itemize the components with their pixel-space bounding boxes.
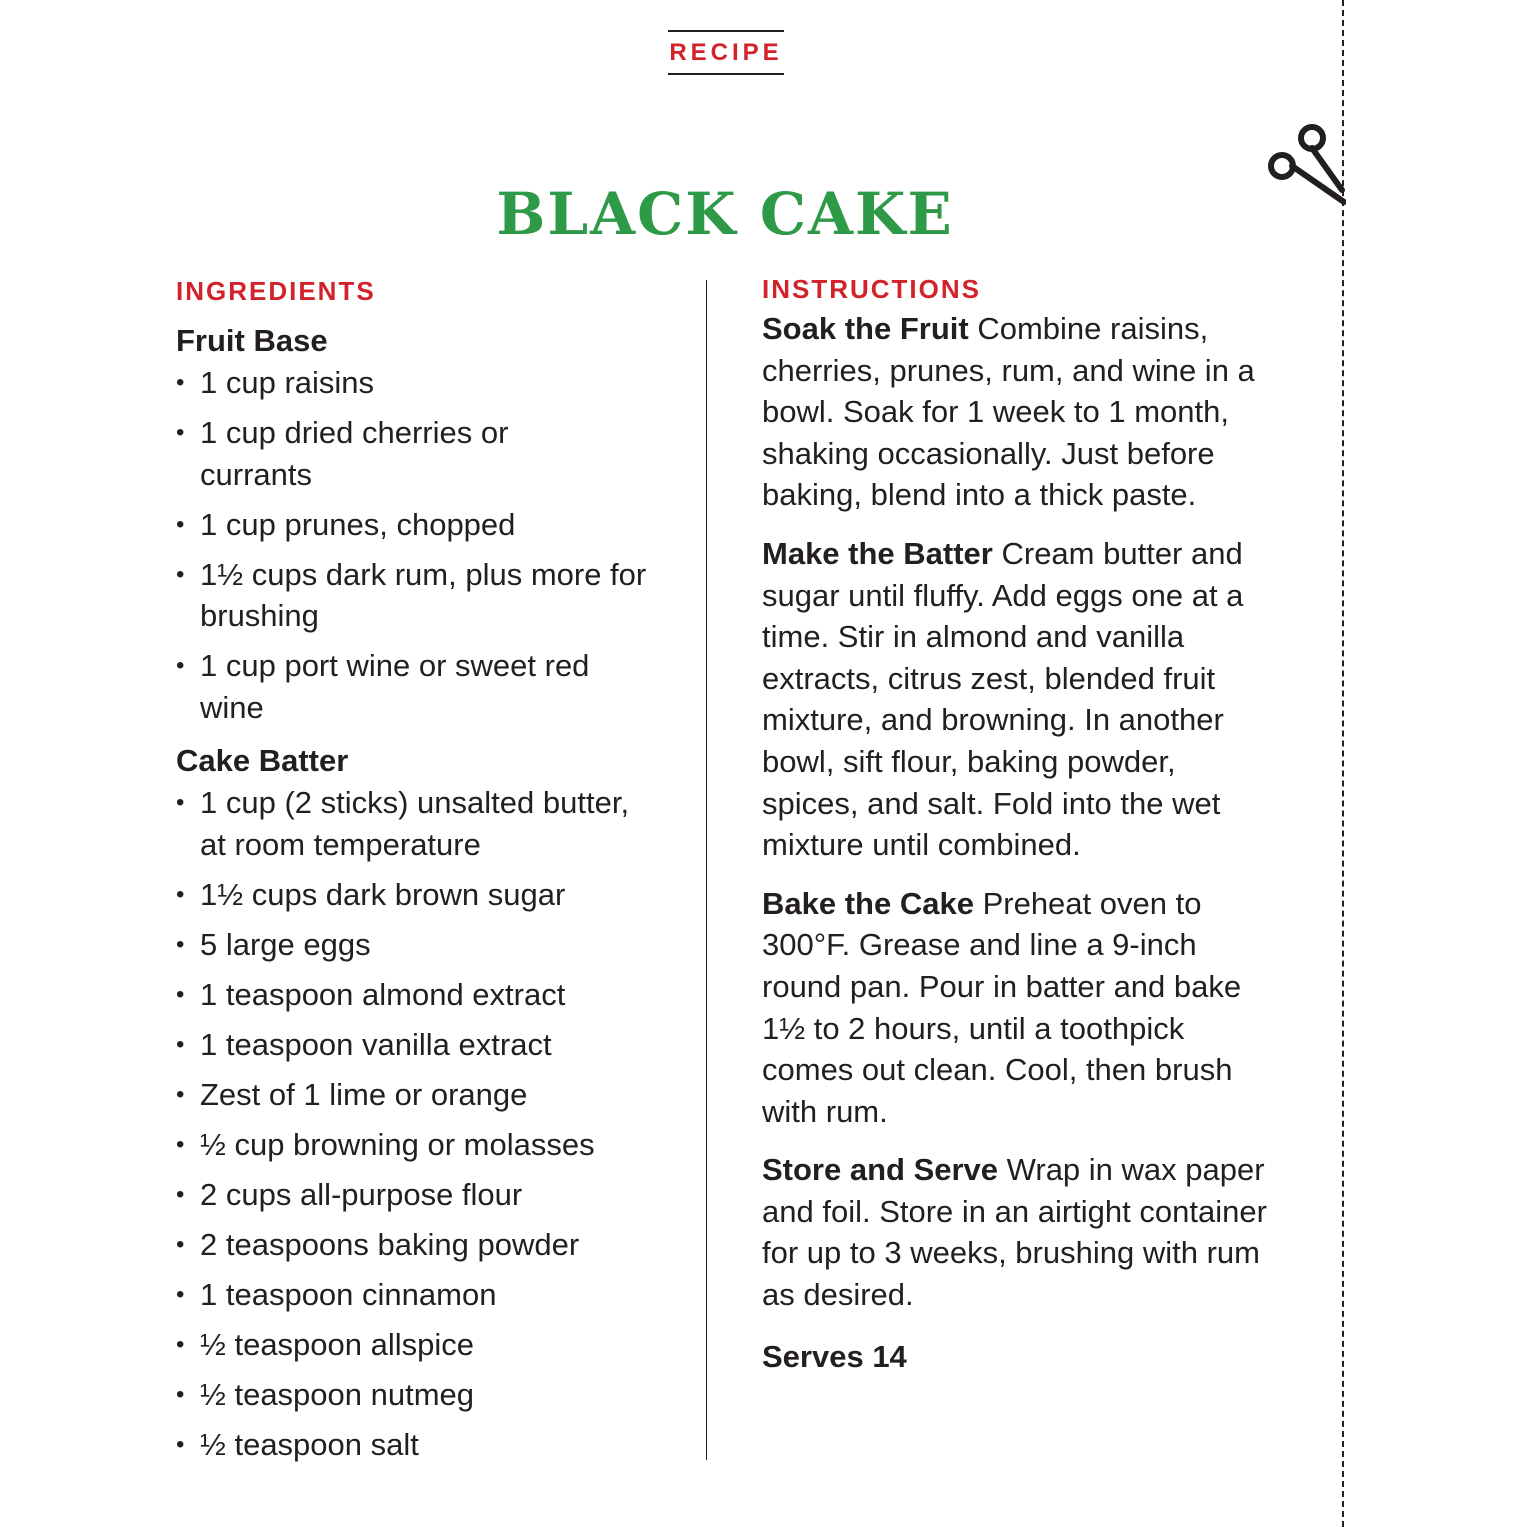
list-item: • 1 cup raisins <box>176 362 676 404</box>
recipe-tag: RECIPE <box>668 30 784 75</box>
list-item: • 1 teaspoon almond extract <box>176 974 676 1016</box>
list-item: • ½ teaspoon allspice <box>176 1324 676 1366</box>
ingredients-heading: INGREDIENTS <box>176 276 376 306</box>
column-divider <box>706 280 707 1460</box>
list-item: • 1 teaspoon cinnamon <box>176 1274 676 1316</box>
step-text: Combine raisins, cherries, prunes, rum, and wine in a bowl. Soak for 1 week to 1 month, shaking occasionally. Just before baking, blend into a thick paste. <box>762 311 1255 513</box>
ingredients-column <box>176 272 676 1474</box>
step-text: Cream butter and sugar until fluffy. Add eggs one at a time. Stir in almond and vanilla extracts, citrus zest, blended fruit mixture, and browning. In another bowl, sift flour, baking powder, spices, and salt. Fold into the wet mixture until combined. <box>762 535 1244 863</box>
fruit-base-heading: Fruit Base <box>176 323 328 358</box>
list-item: • 1½ cups dark rum, plus more for brushing <box>176 554 660 637</box>
instruction-step <box>762 1149 1282 1315</box>
list-item: • 2 cups all-purpose flour <box>176 1174 676 1216</box>
cake-batter-heading: Cake Batter <box>176 743 349 778</box>
instructions-heading: INSTRUCTIONS <box>762 274 981 304</box>
list-item: • 1 cup prunes, chopped <box>176 504 676 546</box>
step-title: Bake the Cake <box>762 885 974 921</box>
serves-count: Serves 14 <box>762 1338 907 1374</box>
fruit-base-list <box>176 362 676 728</box>
list-item: • 1½ cups dark brown sugar <box>176 874 676 916</box>
list-item: • 2 teaspoons baking powder <box>176 1224 676 1266</box>
step-title: Make the Batter <box>762 535 993 571</box>
instruction-step <box>762 533 1277 866</box>
list-item: • 1 cup port wine or sweet red wine <box>176 645 600 728</box>
instruction-step <box>762 883 1257 1133</box>
step-title: Soak the Fruit <box>762 311 969 346</box>
list-item: • 1 cup (2 sticks) unsalted butter, at room temperature <box>176 782 630 865</box>
list-item: • ½ teaspoon salt <box>176 1424 676 1466</box>
step-text: Preheat oven to 300°F. Grease and line a 9-inch round pan. Pour in batter and bake 1½ to 2 hours, until a toothpick comes out clean. Cool, then brush with rum. <box>762 885 1242 1129</box>
instructions-column <box>762 270 1302 1378</box>
list-item: • ½ cup browning or molasses <box>176 1124 676 1166</box>
step-title: Store and Serve <box>762 1152 999 1188</box>
step-text: Wrap in wax paper and foil. Store in an airtight container for up to 3 weeks, brushing with rum as desired. <box>762 1152 1267 1313</box>
instruction-step <box>762 308 1262 516</box>
list-item: • Zest of 1 lime or orange <box>176 1074 676 1116</box>
recipe-title: BLACK CAKE <box>496 180 954 248</box>
list-item: • ½ teaspoon nutmeg <box>176 1374 676 1416</box>
list-item: • 5 large eggs <box>176 924 676 966</box>
list-item: • 1 teaspoon vanilla extract <box>176 1024 676 1066</box>
list-item: • 1 cup dried cherries or currants <box>176 412 510 495</box>
cake-batter-list <box>176 782 676 1465</box>
